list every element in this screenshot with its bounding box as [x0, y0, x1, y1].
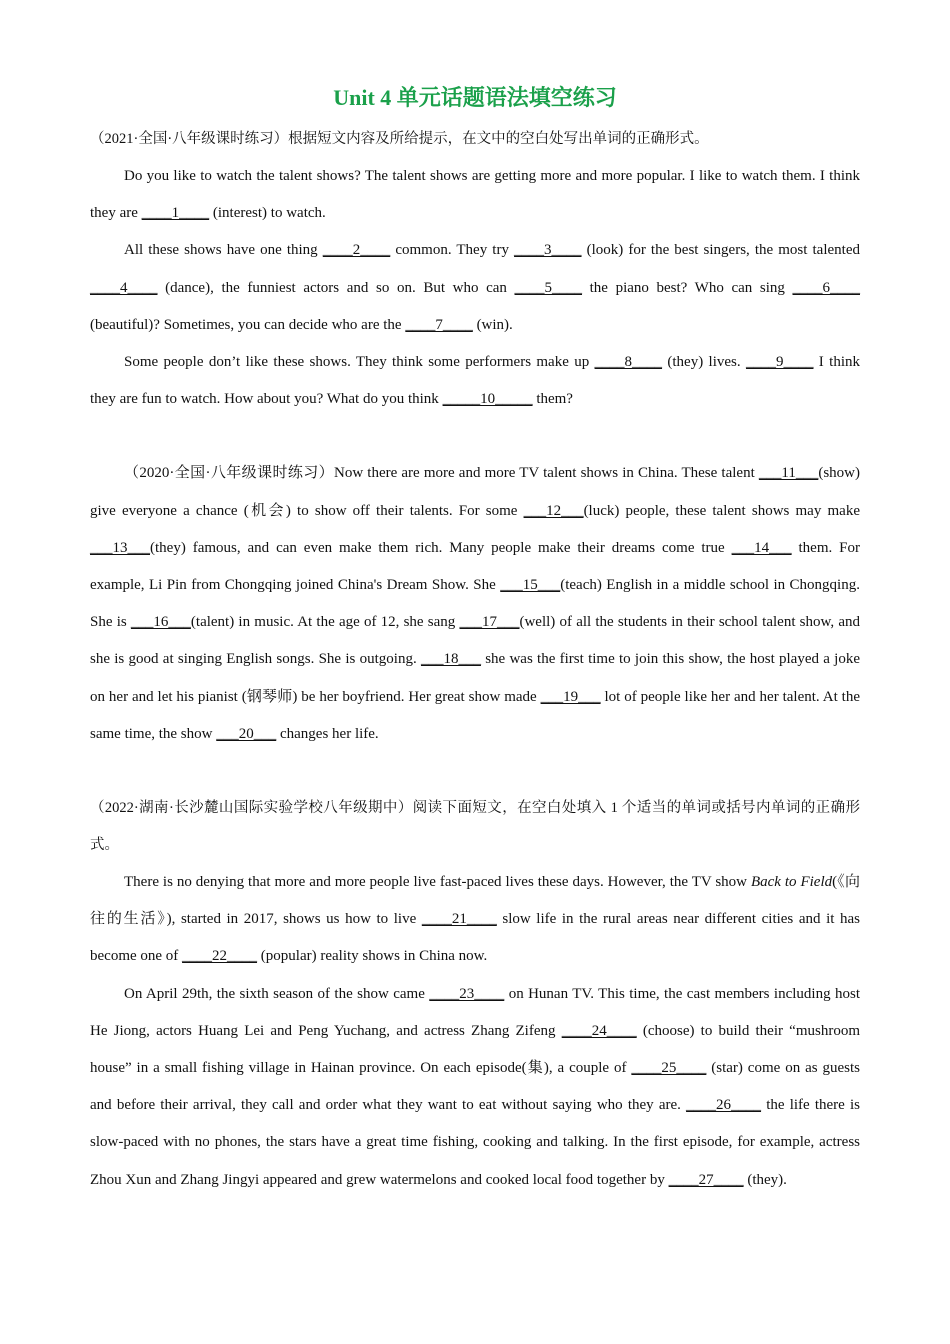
blank-20[interactable]: ___20___ — [216, 725, 277, 742]
show-title: Back to Field — [750, 874, 833, 891]
blank-7[interactable]: ____7____ — [405, 316, 473, 333]
passage3-paragraph-1: There is no denying that more and more people live fast-paced lives these days. However, the TV show Back to Field(《向往的生活》), started in 2017, shows us how to live ____21____ slow life in the rural areas near different cities and it has become one of ____22____ (popular) reality shows in China now. — [90, 874, 860, 965]
blank-2[interactable]: ____2____ — [322, 242, 391, 259]
blank-10[interactable]: _____10_____ — [442, 391, 533, 408]
document-page — [90, 82, 860, 1199]
blank-14[interactable]: ___14___ — [731, 539, 792, 556]
blank-17[interactable]: ___17___ — [459, 614, 520, 631]
passage1-source: （2021·全国·八年级课时练习）根据短文内容及所给提示，在文中的空白处写出单词的正确形式。 — [90, 131, 709, 147]
page-title: Unit 4 单元话题语法填空练习 — [333, 85, 617, 110]
blank-13[interactable]: ___13___ — [90, 539, 150, 556]
blank-1[interactable]: ____1____ — [141, 205, 210, 222]
section-spacer — [90, 753, 860, 790]
blank-4[interactable]: ____4____ — [90, 279, 158, 296]
blank-15[interactable]: ___15___ — [500, 577, 561, 594]
blank-21[interactable]: ____21____ — [421, 911, 497, 928]
passage1-paragraph-3: Some people don’t like these shows. They think some performers make up ____8____ (they) lives. ____9____ I think they are fun to watch. How about you? What do you think _____10_____ them? — [90, 354, 860, 408]
blank-11[interactable]: ___11___ — [758, 465, 819, 482]
blank-16[interactable]: ___16___ — [130, 614, 191, 631]
blank-25[interactable]: ____25____ — [631, 1060, 707, 1077]
blank-6[interactable]: ____6____ — [792, 279, 860, 296]
passage1-paragraph-2: All these shows have one thing ____2____ common. They try ____3____ (look) for the best singers, the most talented ____4____ (dance), the funniest actors and so on. But who can ____5____ the piano best? Who can sing ____6____ (beautiful)? Sometimes, you can decide who are the ____7____ (win). — [90, 242, 860, 333]
passage3-source: （2022·湖南·长沙麓山国际实验学校八年级期中）阅读下面短文，在空白处填入 1 个适当的单词或括号内单词的正确形式。 — [90, 800, 860, 854]
blank-22[interactable]: ____22____ — [182, 948, 258, 965]
blank-9[interactable]: ____9____ — [745, 354, 814, 371]
passage1-paragraph-1: Do you like to watch the talent shows? The talent shows are getting more and more popular. I like to watch them. I think they are ____1____ (interest) to watch. — [90, 168, 860, 222]
blank-5[interactable]: ____5____ — [514, 279, 583, 296]
blank-8[interactable]: ____8____ — [594, 354, 663, 371]
section-spacer — [90, 418, 860, 455]
blank-3[interactable]: ____3____ — [514, 242, 582, 259]
blank-26[interactable]: ____26____ — [686, 1097, 762, 1114]
blank-18[interactable]: ___18___ — [420, 651, 481, 668]
passage2-paragraph-1: （2020·全国·八年级课时练习）Now there are more and more TV talent shows in China. These talent ___11___(show) give everyone a chance (机会) to show off their talents. For some ___12___(luck) people, these talent shows may make ___13___(they) famous, and can even make them rich. Many people make their dreams come true ___14___ them. For example, Li Pin from Chongqing joined China's Dream Show. She ___15___(teach) English in a middle school in Chongqing. She is ___16___(talent) in music. At the age of 12, she sang ___17___(well) of all the students in their school talent show, and she is good at singing English songs. She is outgoing. ___18___ she was the first time to join this show, the host played a joke on her and let his pianist (钢琴师) be her boyfriend. Her great show made ___19___ lot of people like her and her talent. At the same time, the show ___20___ changes her life. — [90, 465, 860, 742]
blank-12[interactable]: ___12___ — [523, 502, 584, 519]
blank-27[interactable]: ____27____ — [668, 1171, 744, 1188]
blank-23[interactable]: ____23____ — [429, 985, 505, 1002]
blank-19[interactable]: ___19___ — [540, 688, 601, 705]
passage3-paragraph-2: On April 29th, the sixth season of the show came ____23____ on Hunan TV. This time, the cast members including host He Jiong, actors Huang Lei and Peng Yuchang, and actress Zhang Zifeng ____24____ (choose) to build their “mushroom house” in a small fishing village in Hainan province. On each episode(集), a couple of ____25____ (star) come on as guests and before their arrival, they call and order what they want to eat without saying who they are. ____26____ the life there is slow-paced with no phones, the stars have a great time fishing, cooking and talking. In the first episode, for example, actress Zhou Xun and Zhang Jingyi appeared and grew watermelons and cooked local food together by ____27____ (they). — [90, 985, 860, 1188]
blank-24[interactable]: ____24____ — [561, 1022, 637, 1039]
